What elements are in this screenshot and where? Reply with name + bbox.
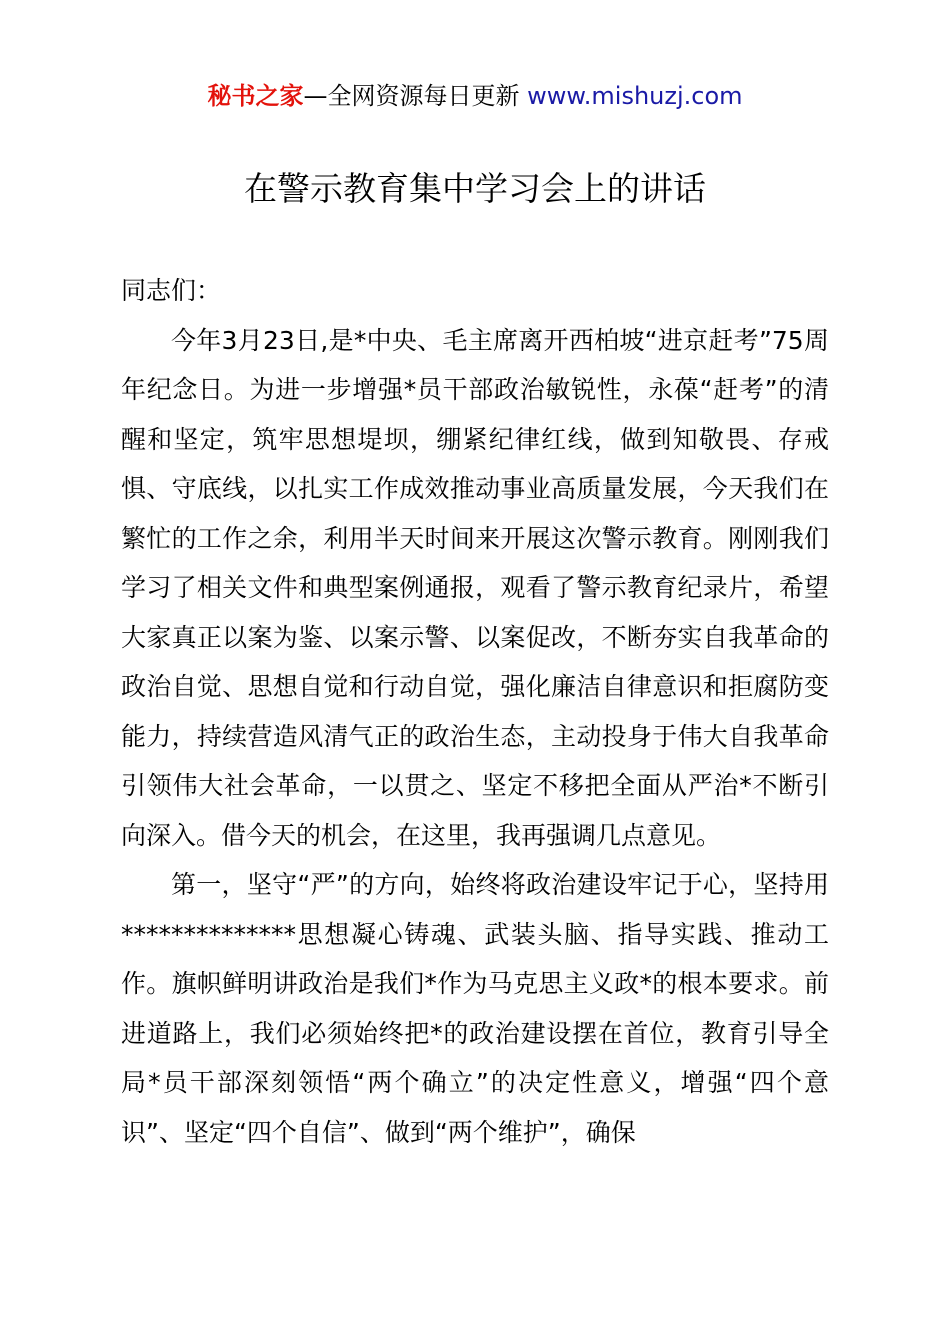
site-tagline: —全网资源每日更新 bbox=[303, 82, 528, 110]
document-title: 在警示教育集中学习会上的讲话 bbox=[244, 169, 706, 208]
paragraph-point-one: 第一，坚守“严”的方向，始终将政治建设牢记于心，坚持用**************思想凝心铸魂、武装头脑、指导实践、推动工作。旗帜鲜明讲政治是我们*作为马克思主义政*的根本要求。前进道路上，我们必须始终把*的政治建设摆在首位，教育引导全局*员干部深刻领悟“两个确立”的决定性意义，增强“四个意识”、坚定“四个自信”、做到“两个维护”，确保 bbox=[121, 870, 829, 1147]
site-brand: 秘书之家 bbox=[207, 82, 304, 110]
site-url-link[interactable]: www.mishuzj.com bbox=[527, 82, 743, 110]
document-body bbox=[121, 266, 829, 1157]
paragraph-intro: 今年3月23日,是*中央、毛主席离开西柏坡“进京赶考”75周年纪念日。为进一步增强*员干部政治敏锐性，永葆“赶考”的清醒和坚定，筑牢思想堤坝，绷紧纪律红线，做到知敬畏、存戒惧、守底线，以扎实工作成效推动事业高质量发展，今天我们在繁忙的工作之余，利用半天时间来开展这次警示教育。刚刚我们学习了相关文件和典型案例通报，观看了警示教育纪录片，希望大家真正以案为鉴、以案示警、以案促改，不断夯实自我革命的政治自觉、思想自觉和行动自觉，强化廉洁自律意识和拒腐防变能力，持续营造风清气正的政治生态，主动投身于伟大自我革命引领伟大社会革命，一以贯之、坚定不移把全面从严治*不断引向深入。借今天的机会，在这里，我再强调几点意见。 bbox=[121, 325, 829, 850]
salutation: 同志们： bbox=[121, 276, 222, 305]
site-header bbox=[0, 80, 950, 112]
